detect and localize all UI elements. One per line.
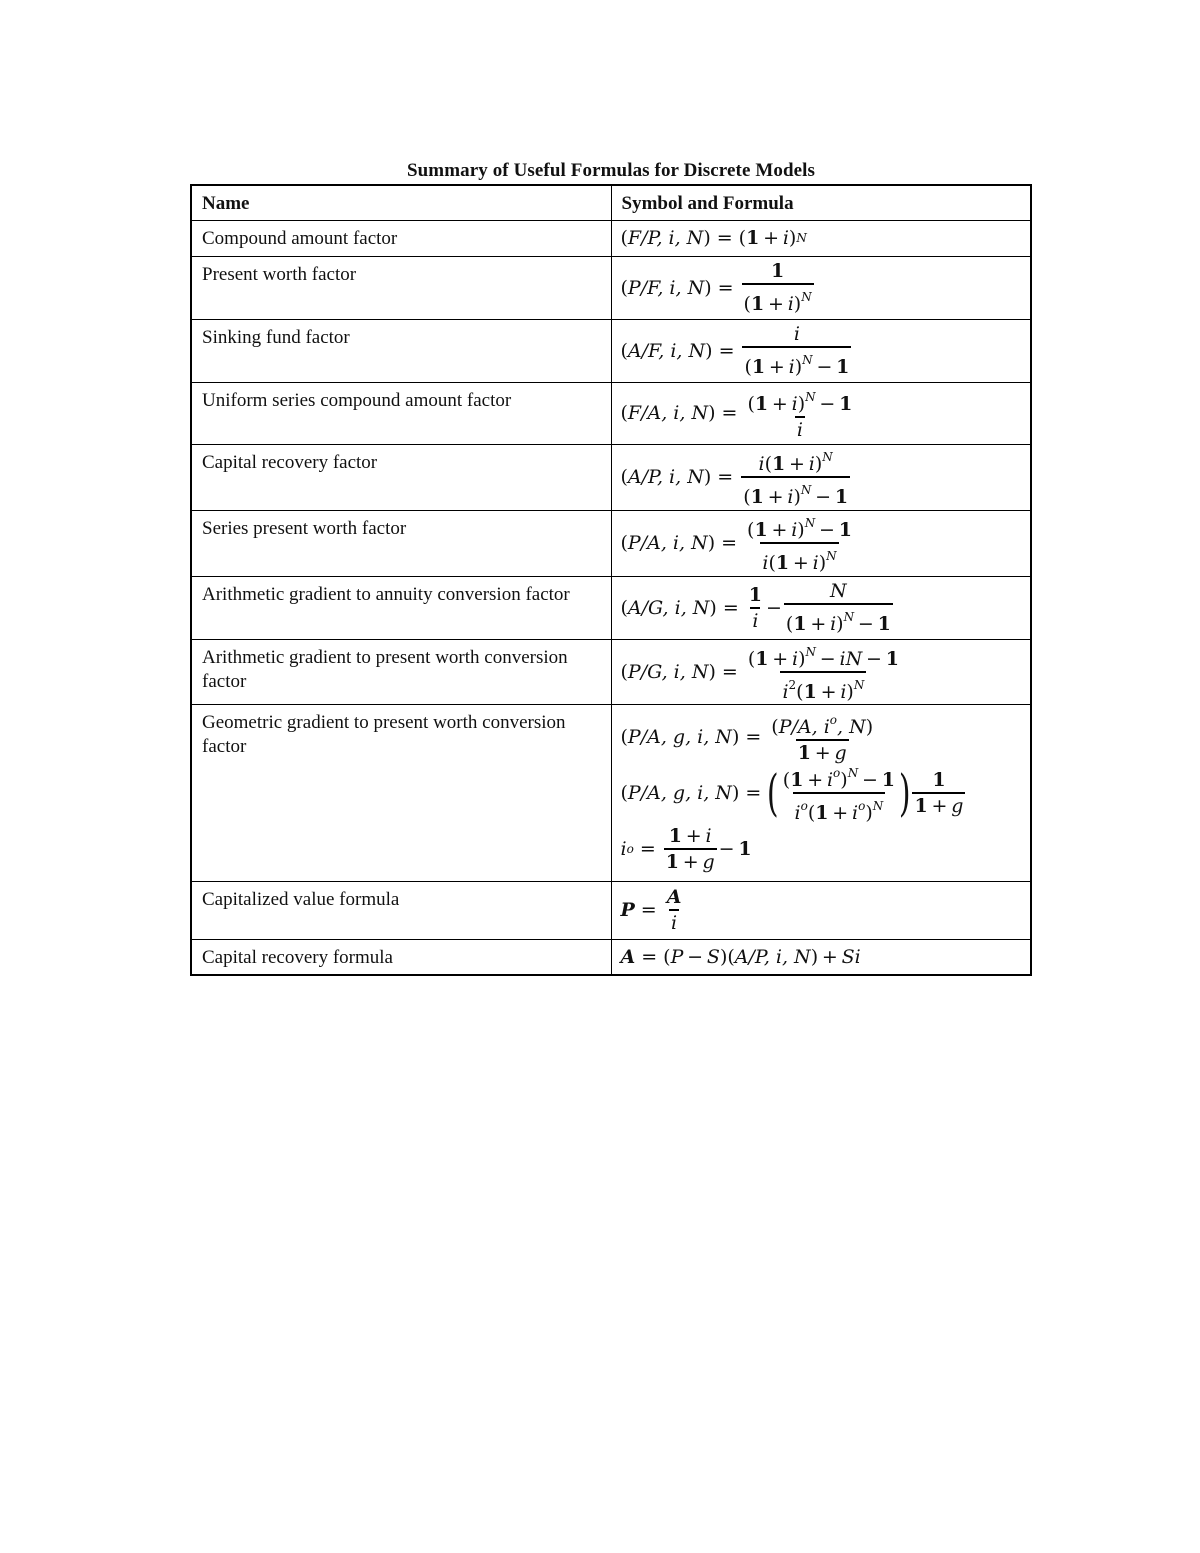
table-row: [191, 382, 1031, 444]
formula-compound-amount: ( F/P, i, N ) = ( 1 + i ) N: [620, 227, 807, 249]
row-name: Geometric gradient to present worth conversion factor: [191, 704, 611, 881]
formula-uniform-series-compound: ( F/A, i, N ) = $\frac{(1 + i)^N - 1}{i}$: [620, 389, 853, 441]
row-name: Capitalized value formula: [191, 881, 611, 939]
row-name: Capital recovery formula: [191, 939, 611, 975]
table-row: [191, 704, 1031, 881]
formula-capitalized-value: P = $\frac{A}{i}$: [620, 886, 682, 934]
row-name: Present worth factor: [191, 256, 611, 319]
table-row: [191, 319, 1031, 382]
formula-cell: [611, 881, 1031, 939]
formula-series-present-worth: ( P/A, i, N ) = $\frac{(1 + i)^N - 1}{i(1 + i)^N}$: [620, 516, 852, 574]
formula-cell: [611, 639, 1031, 704]
formula-line: [621, 821, 1031, 877]
formula-cell: [611, 256, 1031, 319]
formula-line: [620, 763, 1031, 824]
formula-cell: [611, 382, 1031, 444]
formula-geometric-1: ( P/A, g, i, N ) = $\frac{(P/A, i^o, N)}{1 + g}$: [620, 713, 874, 764]
formula-cell: [611, 939, 1031, 975]
table-row: [191, 444, 1031, 510]
formula-capital-recovery-formula: A = ( P − S )( A/P, i, N ) + Si: [620, 945, 861, 968]
formula-sinking-fund: ( A/F, i, N ) = $\frac{i}{(1 + i)^N - 1}$: [620, 323, 850, 378]
column-header-formula: Symbol and Formula: [611, 185, 1031, 220]
formula-geometric-3: i o = $\frac{1 + i}{1 + g}$ − 1: [620, 824, 752, 873]
table-row: [191, 639, 1031, 704]
table-row: [191, 939, 1031, 975]
row-name: Series present worth factor: [191, 510, 611, 576]
formula-table: [190, 184, 1032, 976]
table-row: [191, 881, 1031, 939]
formula-cell: [611, 444, 1031, 510]
formula-capital-recovery: ( A/P, i, N ) = $\frac{i(1 + i)^N}{(1 + i)^N - 1}$: [620, 450, 849, 508]
formula-cell: [611, 220, 1031, 256]
formula-cell: [611, 576, 1031, 639]
formula-cell: [611, 704, 1031, 881]
formula-arithmetic-annuity: ( A/G, i, N ) = $\frac{1}{i}$ − $\frac{N}{(1 + i)^N - 1}$: [620, 580, 891, 635]
table-header-row: [191, 185, 1031, 220]
formula-line: [621, 709, 1031, 765]
column-header-name: Name: [191, 185, 611, 220]
row-name: Sinking fund factor: [191, 319, 611, 382]
row-name: Arithmetic gradient to annuity conversion factor: [191, 576, 611, 639]
formula-cell: [611, 510, 1031, 576]
row-name: Uniform series compound amount factor: [191, 382, 611, 444]
page-title: Summary of Useful Formulas for Discrete Models: [406, 160, 816, 181]
formula-arithmetic-present-worth: ( P/G, i, N ) = $\frac{(1 + i)^N - iN - 1}{i^2(1 + i)^N}$: [620, 644, 899, 703]
row-name: Capital recovery factor: [191, 444, 611, 510]
formula-geometric-2: ( P/A, g, i, N ) = ( $\frac{(1 + i^o)^N - 1}{i^o(1 + i^o)^N}$ ) $\frac{1}{1 + g}$: [620, 763, 964, 824]
formula-cell: [611, 319, 1031, 382]
table-row: [191, 220, 1031, 256]
row-name: Arithmetic gradient to present worth conversion factor: [191, 639, 611, 704]
table-row: [191, 576, 1031, 639]
table-row: [191, 256, 1031, 319]
table-row: [191, 510, 1031, 576]
formula-present-worth: ( P/F, i, N ) = $\frac{1}{(1 + i)^N}$: [620, 260, 812, 315]
row-name: Compound amount factor: [191, 220, 611, 256]
